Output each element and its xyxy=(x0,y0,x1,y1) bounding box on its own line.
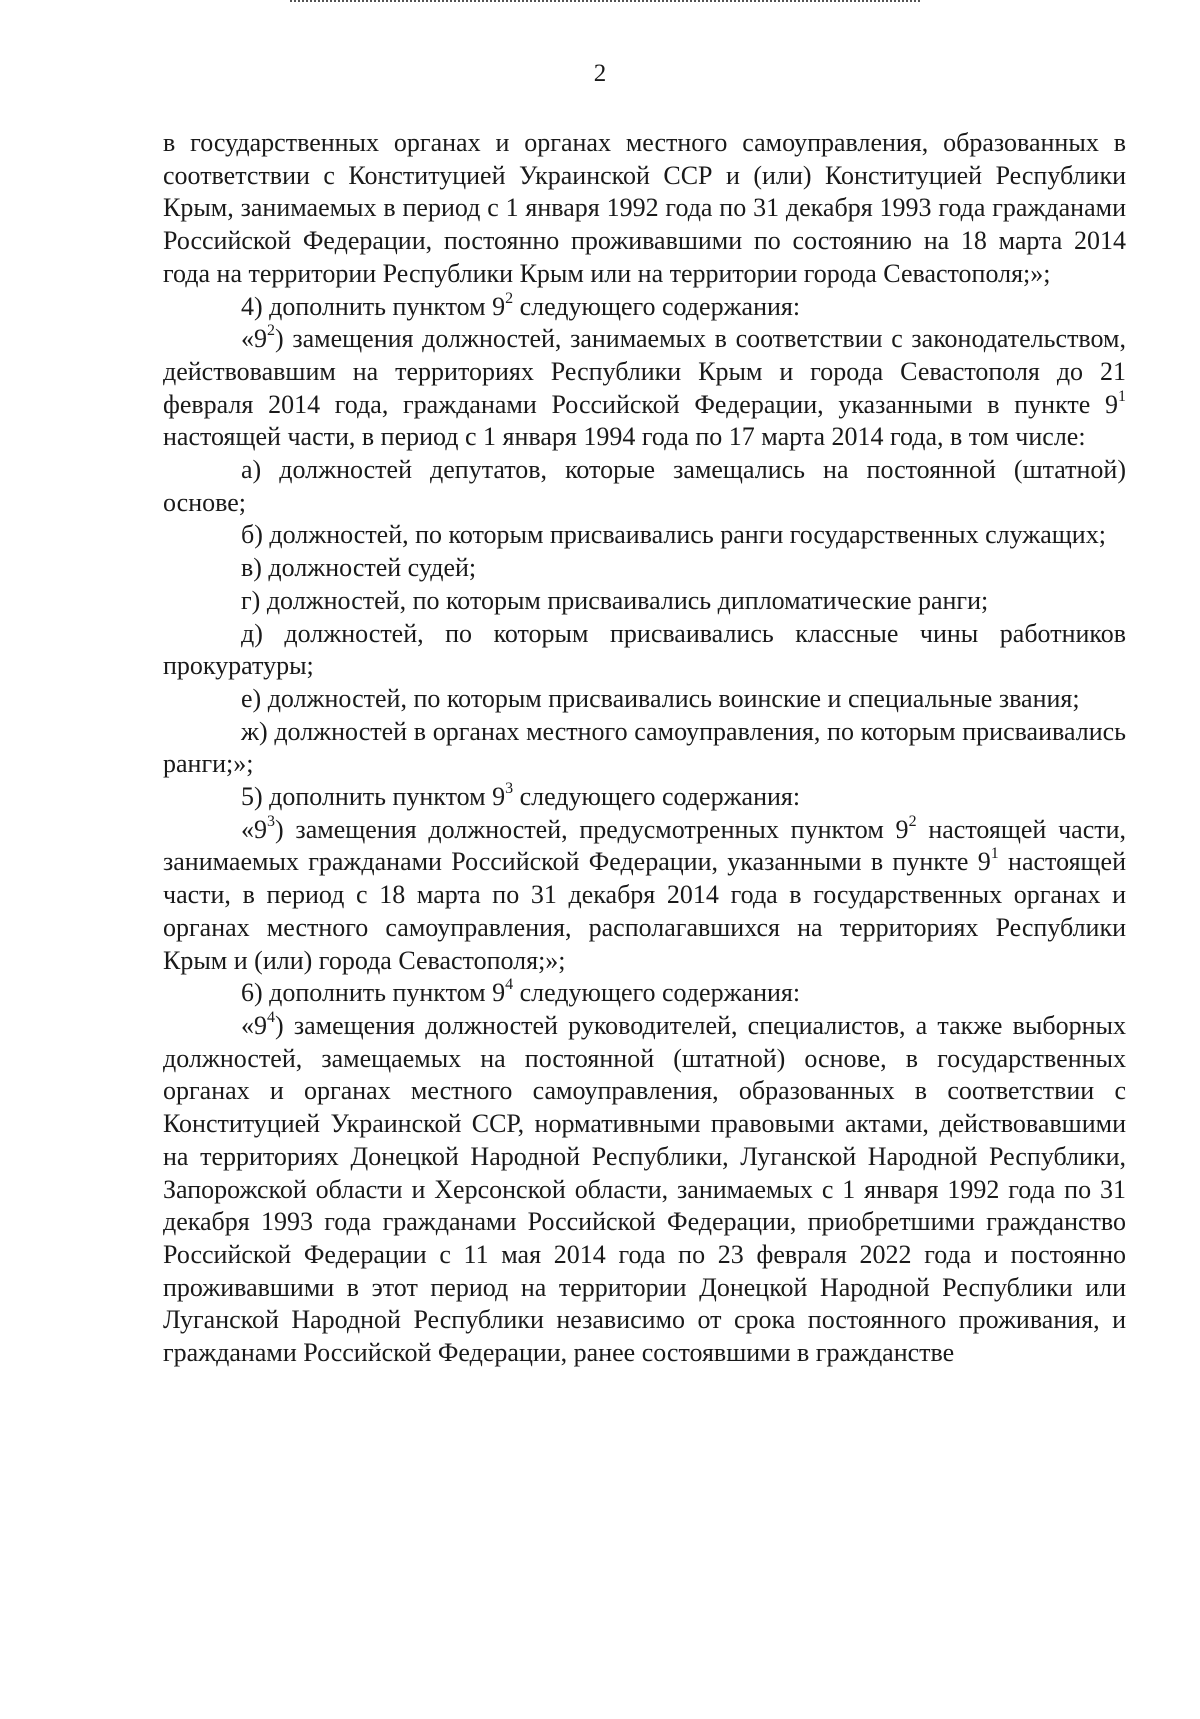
text-run: г) должностей, по которым присваивались дипломатические ранги; xyxy=(241,585,989,615)
text-run: «9 xyxy=(241,814,267,844)
text-run: настоящей части, в период с 18 марта по 31 декабря 2014 года в государственных органах и органах местного самоуправления, располагавшихся на территориях Республики Крым и (или) города Севастополя;»; xyxy=(163,847,1127,975)
text-run: «9 xyxy=(241,1010,267,1040)
text-run: 4) дополнить пунктом 9 xyxy=(241,291,506,321)
paragraph xyxy=(163,781,1126,814)
superscript-index: 2 xyxy=(908,812,917,830)
paragraph xyxy=(163,127,1126,291)
text-run: 6) дополнить пунктом 9 xyxy=(241,978,506,1008)
superscript-index: 3 xyxy=(505,780,514,798)
paragraph xyxy=(163,618,1126,683)
text-run: настоящей части, занимаемых гражданами Российской Федерации, указанными в пункте 9 xyxy=(163,814,1127,877)
superscript-index: 2 xyxy=(505,289,514,307)
superscript-index: 2 xyxy=(267,322,275,340)
top-dotted-rule xyxy=(290,0,920,2)
superscript-index: 4 xyxy=(505,976,514,994)
superscript-index: 1 xyxy=(990,845,999,863)
text-run: ) замещения должностей, занимаемых в соответствии с законодательством, действовавшим на территориях Республики Крым и города Севастополя до 21 февраля 2014 года, гражданами Российской Федерации, указанными в пункте 9 xyxy=(163,324,1126,419)
text-run: е) должностей, по которым присваивались воинские и специальные звания; xyxy=(241,683,1080,713)
superscript-index: 1 xyxy=(1118,387,1126,405)
superscript-index: 4 xyxy=(267,1008,275,1026)
document-body xyxy=(163,127,1126,1370)
text-run: «9 xyxy=(241,324,267,354)
text-run: следующего содержания: xyxy=(513,291,801,321)
text-run: б) должностей, по которым присваивались ранги государственных служащих; xyxy=(241,520,1106,550)
paragraph xyxy=(163,552,1126,585)
text-run: следующего содержания: xyxy=(513,782,801,812)
paragraph xyxy=(163,291,1126,324)
paragraph xyxy=(163,814,1126,978)
paragraph xyxy=(163,683,1126,716)
text-run: в) должностей судей; xyxy=(241,553,477,583)
paragraph xyxy=(163,1010,1126,1370)
text-run: в государственных органах и органах местного самоуправления, образованных в соответствии с Конституцией Украинской ССР и (или) Конституцией Республики Крым, занимаемых в период с 1 января 1992 года по 31 декабря 1993 года гражданами Российской Федерации, постоянно проживавшими по состоянию на 18 марта 2014 года на территории Республики Крым или на территории города Севастополя;»; xyxy=(163,128,1126,288)
superscript-index: 3 xyxy=(267,812,275,830)
paragraph xyxy=(163,323,1126,454)
paragraph xyxy=(163,454,1126,519)
page-number: 2 xyxy=(593,60,607,87)
text-run: 5) дополнить пунктом 9 xyxy=(241,782,506,812)
text-run: настоящей части, в период с 1 января 1994 года по 17 марта 2014 года, в том числе: xyxy=(163,422,1086,452)
paragraph xyxy=(163,977,1126,1010)
text-run: а) должностей депутатов, которые замещались на постоянной (штатной) основе; xyxy=(163,455,1126,517)
text-run: ) замещения должностей, предусмотренных пунктом 9 xyxy=(275,814,909,844)
paragraph xyxy=(163,716,1126,781)
text-run: следующего содержания: xyxy=(513,978,801,1008)
paragraph xyxy=(163,585,1126,618)
text-run: д) должностей, по которым присваивались классные чины работников прокуратуры; xyxy=(163,618,1126,681)
text-run: ж) должностей в органах местного самоуправления, по которым присваивались ранги;»; xyxy=(163,716,1126,779)
text-run: ) замещения должностей руководителей, специалистов, а также выборных должностей, замещаемых на постоянной (штатной) основе, в государственных органах и органах местного самоуправления, образованных в соответствии с Конституцией Украинской ССР, нормативными правовыми актами, действовавшими на территориях Донецкой Народной Республики, Луганской Народной Республики, Запорожской области и Херсонской области, занимаемых с 1 января 1992 года по 31 декабря 1993 года гражданами Российской Федерации, приобретшими гражданство Российской Федерации с 11 мая 2014 года по 23 февраля 2022 года и постоянно проживавшими в этот период на территории Донецкой Народной Республики или Луганской Народной Республики независимо от срока постоянного проживания, и гражданами Российской Федерации, ранее состоявшими в гражданстве xyxy=(163,1010,1126,1368)
paragraph xyxy=(163,519,1126,552)
